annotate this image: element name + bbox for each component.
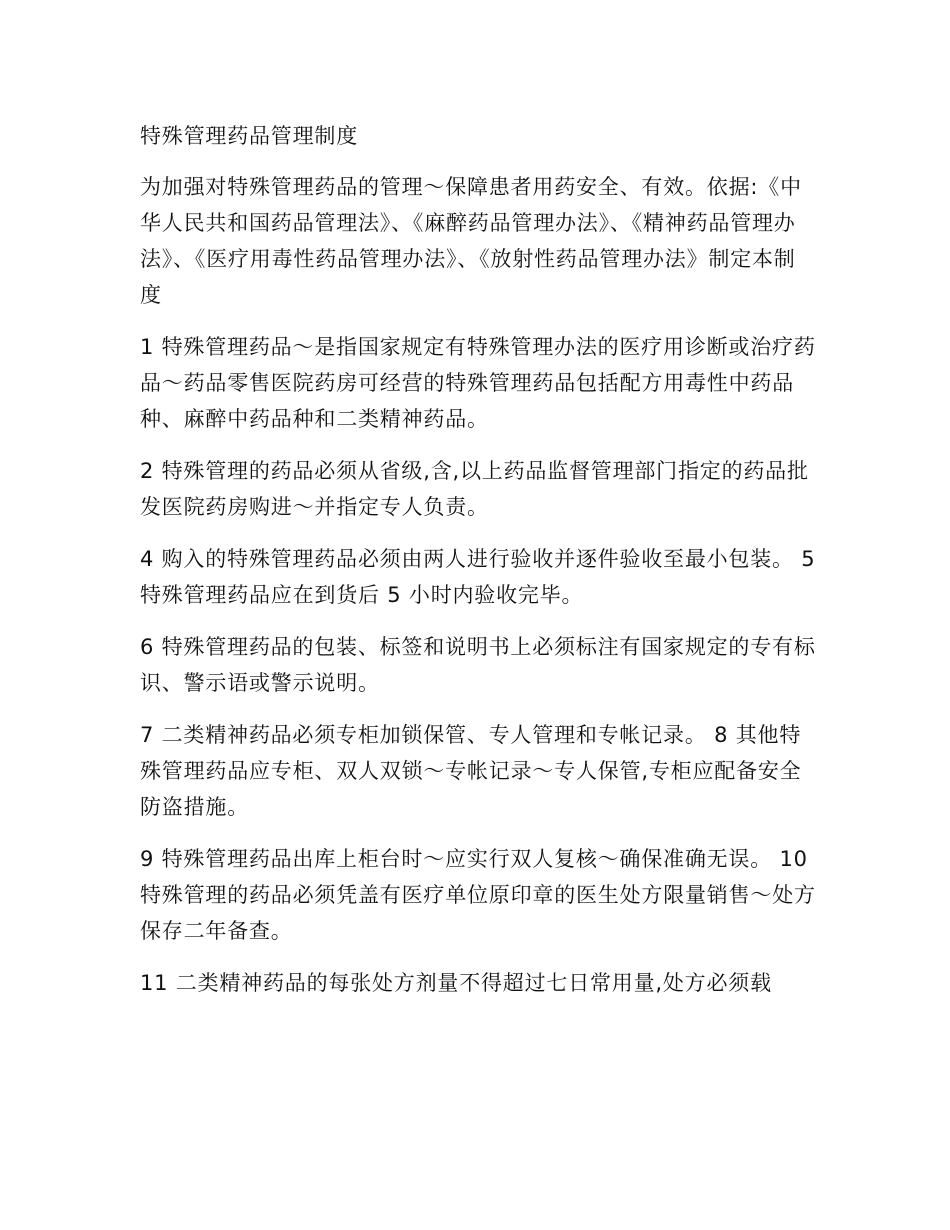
paragraph-item-4-5: 4 购入的特殊管理药品必须由两人进行验收并逐件验收至最小包装。 5 特殊管理药品应在到货后 5 小时内验收完毕。 [140,547,816,607]
paragraph-item-6: 6 特殊管理药品的包装、标签和说明书上必须标注有国家规定的专有标识、警示语或警示说明。 [140,635,816,695]
document-title: 特殊管理药品管理制度 [140,124,358,148]
paragraph-intro: 为加强对特殊管理药品的管理～保障患者用药安全、有效。依据:《中华人民共和国药品管理法》、《麻醉药品管理办法》、《精神药品管理办法》、《医疗用毒性药品管理办法》、《放射性药品管理办法》制定本制度 [140,175,802,307]
document-body [140,118,816,1017]
paragraph-item-11: 11 二类精神药品的每张处方剂量不得超过七日常用量,处方必须载 [140,971,772,995]
paragraph-item-7-8: 7 二类精神药品必须专柜加锁保管、专人管理和专帐记录。 8 其他特殊管理药品应专柜、双人双锁～专帐记录～专人保管,专柜应配备安全防盗措施。 [140,723,802,819]
paragraph-item-9-10: 9 特殊管理药品出库上柜台时～应实行双人复核～确保准确无误。 10 特殊管理的药品必须凭盖有医疗单位原印章的医生处方限量销售～处方保存二年备查。 [140,847,816,943]
paragraph-item-2: 2 特殊管理的药品必须从省级,含,以上药品监督管理部门指定的药品批发医院药房购进～并指定专人负责。 [140,459,809,519]
paragraph-item-1: 1 特殊管理药品～是指国家规定有特殊管理办法的医疗用诊断或治疗药品～药品零售医院药房可经营的特殊管理药品包括配方用毒性中药品种、麻醉中药品种和二类精神药品。 [140,335,816,431]
